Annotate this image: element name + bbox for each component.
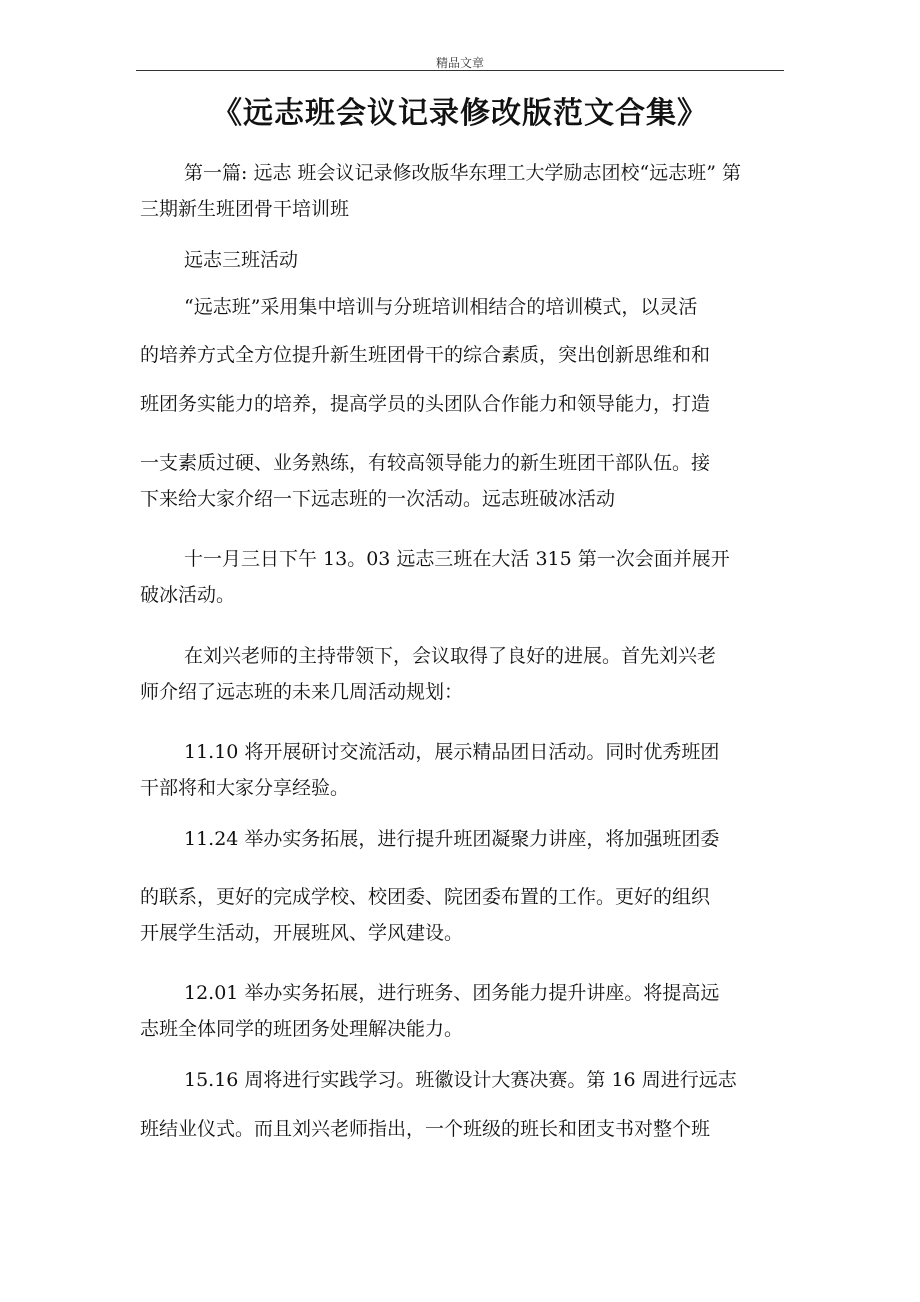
- body-line: 十一月三日下午 13。03 远志三班在大活 315 第一次会面并展开: [184, 548, 730, 570]
- body-line: 第一篇: 远志 班会议记录修改版华东理工大学励志团校“远志班” 第: [184, 162, 741, 184]
- body-line: 下来给大家介绍一下远志班的一次活动。远志班破冰活动: [140, 488, 616, 510]
- body-line: 远志三班活动: [184, 249, 299, 271]
- page-header-label: 精品文章: [435, 56, 484, 70]
- body-line: 班团务实能力的培养，提高学员的头团队合作能力和领导能力，打造: [140, 393, 711, 415]
- body-line: 12.01 举办实务拓展，进行班务、团务能力提升讲座。将提高远: [184, 982, 720, 1004]
- body-line: 在刘兴老师的主持带领下，会议取得了良好的进展。首先刘兴老: [184, 645, 717, 667]
- body-line: 三期新生班团骨干培训班: [140, 198, 350, 220]
- body-line: 班结业仪式。而且刘兴老师指出，一个班级的班长和团支书对整个班: [140, 1118, 711, 1140]
- body-line: 开展学生活动，开展班风、学风建设。: [140, 922, 464, 944]
- body-line: 15.16 周将进行实践学习。班徽设计大赛决赛。第 16 周进行远志: [184, 1069, 737, 1091]
- body-line: 的联系，更好的完成学校、校团委、院团委布置的工作。更好的组织: [140, 886, 711, 908]
- body-line: “远志班”采用集中培训与分班培训相结合的培训模式，以灵活: [184, 296, 698, 318]
- body-line: 破冰活动。: [140, 584, 236, 606]
- body-line: 11.10 将开展研讨交流活动，展示精品团日活动。同时优秀班团: [184, 741, 720, 763]
- document-body: [140, 0, 820, 1302]
- document-title: 《远志班会议记录修改版范文合集》: [212, 96, 708, 131]
- body-line: 11.24 举办实务拓展，进行提升班团凝聚力讲座，将加强班团委: [184, 828, 720, 850]
- body-line: 师介绍了远志班的未来几周活动规划：: [140, 681, 464, 703]
- body-line: 干部将和大家分享经验。: [140, 777, 350, 799]
- body-line: 志班全体同学的班团务处理解决能力。: [140, 1018, 464, 1040]
- body-line: 的培养方式全方位提升新生班团骨干的综合素质，突出创新思维和和: [140, 344, 711, 366]
- body-line: 一支素质过硬、业务熟练，有较高领导能力的新生班团干部队伍。接: [140, 452, 711, 474]
